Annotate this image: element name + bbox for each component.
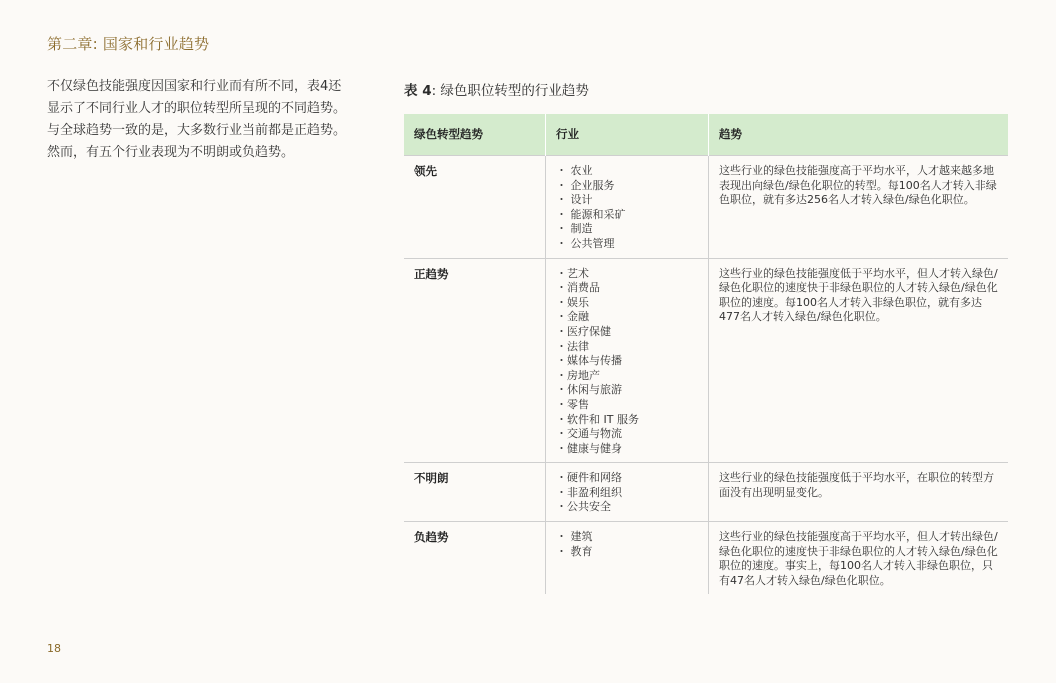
industry-item: ・ 教育: [556, 544, 593, 558]
table-row: [404, 463, 1008, 522]
table-row: [404, 156, 1008, 259]
trend-cell: 负趋势: [404, 522, 546, 595]
table-title-text: : 绿色职位转型的行业趋势: [431, 83, 589, 99]
industry-item: ・ 制造: [556, 222, 593, 236]
header-description: 趋势: [709, 114, 1009, 156]
industry-cell: [546, 258, 709, 463]
industry-item: ・ 建筑: [556, 530, 593, 544]
industry-list: [556, 530, 698, 559]
description-cell: 这些行业的绿色技能强度高于平均水平，人才越来越多地表现出向绿色/绿色化职位的转型。每100名人才转入非绿色职位，就有多达256名人才转入绿色/绿色化职位。: [709, 156, 1009, 259]
trend-cell: 领先: [404, 156, 546, 259]
industry-item: ・艺术: [556, 266, 589, 280]
industry-item: ・ 能源和采矿: [556, 207, 626, 221]
industry-item: ・硬件和网络: [556, 471, 622, 485]
industry-item: ・健康与健身: [556, 441, 622, 455]
industry-item: ・公共安全: [556, 500, 611, 514]
table-body: [404, 156, 1008, 595]
industry-item: ・ 设计: [556, 193, 593, 207]
industry-list: [556, 164, 698, 252]
table-header-row: [404, 114, 1008, 156]
green-transition-table: [404, 114, 1008, 594]
industry-list: [556, 471, 698, 515]
industry-item: ・消费品: [556, 281, 600, 295]
industry-item: ・金融: [556, 310, 589, 324]
description-cell: 这些行业的绿色技能强度高于平均水平，但人才转出绿色/绿色化职位的速度快于非绿色职位的人才转入绿色/绿色化职位的速度。事实上，每100名人才转入非绿色职位，只有47名人才转入绿色/绿色化职位。: [709, 522, 1009, 595]
industry-item: ・娱乐: [556, 295, 589, 309]
industry-cell: [546, 463, 709, 522]
industry-item: ・ 农业: [556, 164, 593, 177]
industry-list: [556, 267, 698, 457]
industry-item: ・ 企业服务: [556, 178, 615, 192]
industry-item: ・交通与物流: [556, 427, 622, 441]
page-number: 18: [47, 642, 61, 655]
intro-paragraph: 不仅绿色技能强度因国家和行业而有所不同，表4还显示了不同行业人才的职位转型所呈现的不同趋势。与全球趋势一致的是，大多数行业当前都是正趋势。然而，有五个行业表现为不明朗或负趋势。: [47, 79, 347, 160]
industry-cell: [546, 156, 709, 259]
industry-cell: [546, 522, 709, 595]
industry-item: ・非盈利组织: [556, 485, 622, 499]
trend-cell: 正趋势: [404, 258, 546, 463]
industry-item: ・零售: [556, 397, 589, 411]
description-cell: 这些行业的绿色技能强度低于平均水平，但人才转入绿色/绿色化职位的速度快于非绿色职位的人才转入绿色/绿色化职位的速度。每100名人才转入非绿色职位，就有多达477名人才转入绿色/绿色化职位。: [709, 258, 1009, 463]
header-trend: 绿色转型趋势: [404, 114, 546, 156]
industry-item: ・软件和 IT 服务: [556, 412, 639, 426]
trend-cell: 不明朗: [404, 463, 546, 522]
description-cell: 这些行业的绿色技能强度低于平均水平，在职位的转型方面没有出现明显变化。: [709, 463, 1009, 522]
industry-item: ・休闲与旅游: [556, 383, 622, 397]
chapter-title: 第二章: 国家和行业趋势: [47, 35, 210, 53]
industry-item: ・法律: [556, 339, 589, 353]
industry-item: ・ 公共管理: [556, 236, 615, 250]
table-title: [404, 79, 589, 99]
header-industry: 行业: [546, 114, 709, 156]
industry-item: ・媒体与传播: [556, 354, 622, 368]
table-row: [404, 258, 1008, 463]
industry-item: ・房地产: [556, 368, 600, 382]
table-title-number: 表 4: [404, 83, 432, 99]
industry-item: ・医疗保健: [556, 324, 611, 338]
table-row: [404, 522, 1008, 595]
